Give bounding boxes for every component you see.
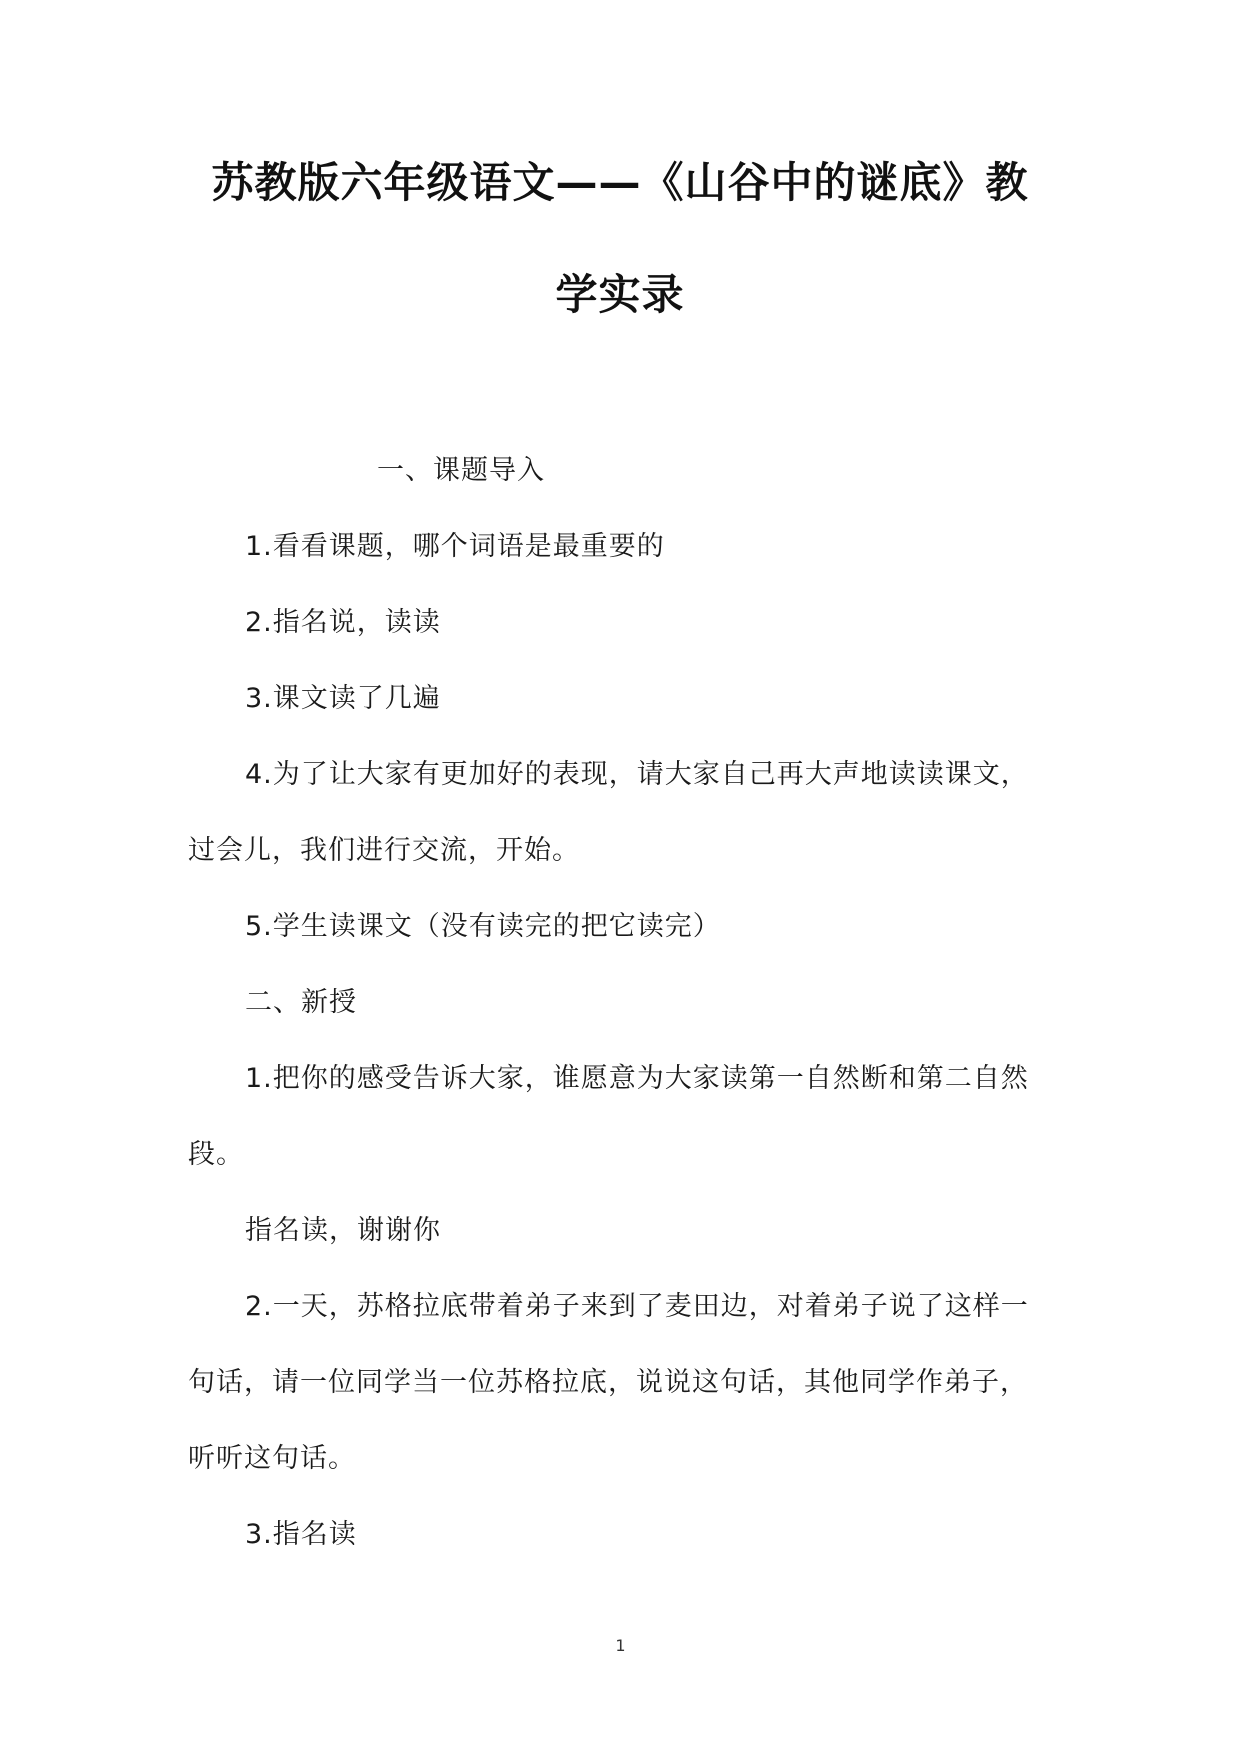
paragraph-line: 指名读，谢谢你	[245, 1215, 441, 1246]
paragraph-line: 过会儿，我们进行交流，开始。	[188, 835, 580, 866]
section-heading-2: 二、新授	[245, 987, 357, 1018]
paragraph-line: 句话，请一位同学当一位苏格拉底，说说这句话，其他同学作弟子，	[188, 1367, 1028, 1398]
document-title-line-2: 学实录	[555, 270, 685, 319]
paragraph-line: 5.学生读课文（没有读完的把它读完）	[245, 911, 721, 942]
paragraph-line: 段。	[188, 1139, 244, 1170]
section-heading-1: 一、课题导入	[377, 455, 545, 486]
page-number: 1	[615, 1636, 626, 1655]
paragraph-line: 2.一天，苏格拉底带着弟子来到了麦田边，对着弟子说了这样一	[245, 1291, 1029, 1322]
paragraph-line: 1.把你的感受告诉大家，谁愿意为大家读第一自然断和第二自然	[245, 1063, 1029, 1094]
paragraph-line: 1.看看课题，哪个词语是最重要的	[245, 531, 665, 562]
paragraph-line: 4.为了让大家有更加好的表现，请大家自己再大声地读读课文，	[245, 759, 1029, 790]
document-title-line-1: 苏教版六年级语文——《山谷中的谜底》教	[211, 158, 1029, 207]
paragraph-line: 听听这句话。	[188, 1443, 356, 1474]
paragraph-line: 3.课文读了几遍	[245, 683, 441, 714]
paragraph-line: 2.指名说，读读	[245, 607, 441, 638]
paragraph-line: 3.指名读	[245, 1519, 357, 1550]
